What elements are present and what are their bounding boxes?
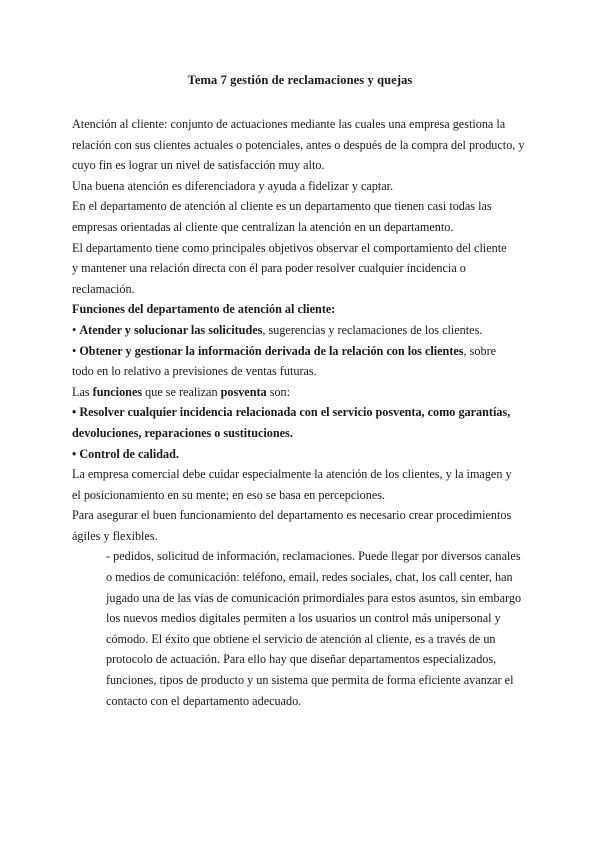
text: , sobre: [463, 343, 497, 358]
text-line: o medios de comunicación: teléfono, email, redes sociales, chat, los call center, han: [106, 570, 513, 585]
bold-text: funciones: [92, 384, 143, 399]
bold-text: devoluciones, reparaciones o sustituciones.: [72, 425, 293, 440]
postventa-intro: [72, 382, 534, 403]
document-body: [72, 114, 534, 711]
paragraph-procedimientos: [72, 505, 534, 546]
text-line: Atención al cliente: conjunto de actuaciones mediante las cuales una empresa gestiona la: [72, 117, 506, 131]
text-line: los nuevos medios digitales permiten a los usuarios un control más unipersonal y: [106, 611, 501, 626]
text-line: En el departamento de atención al cliente es un departamento que tienen casi todas las: [72, 199, 492, 214]
text-line: La empresa comercial debe cuidar especialmente la atención de los clientes, y la imagen y: [72, 467, 512, 482]
postventa-item-2: [72, 444, 534, 465]
bold-text: Atender y solucionar las solicitudes: [79, 322, 263, 337]
bullet: •: [72, 322, 80, 337]
bold-text: • Resolver cualquier incidencia relacionada con el servicio posventa, como garantías,: [72, 405, 511, 420]
heading-text: Funciones del departamento de atención al cliente:: [72, 302, 336, 317]
bullet: •: [72, 343, 80, 358]
page-title: Tema 7 gestión de reclamaciones y quejas: [187, 73, 413, 87]
text-line: protocolo de actuación. Para ello hay que diseñar departamentos especializados,: [106, 652, 497, 667]
paragraph-departamento: [72, 196, 534, 237]
functions-heading: [72, 299, 534, 320]
text-line: cuyo fin es lograr un nivel de satisfacción muy alto.: [72, 158, 325, 173]
paragraph-objetivos: [72, 238, 534, 300]
postventa-item-1: [72, 402, 534, 443]
text-line: empresas orientadas al cliente que centralizan la atención en un departamento.: [72, 219, 454, 234]
paragraph-empresa-comercial: [72, 464, 534, 505]
text-line: cómodo. El éxito que obtiene el servicio de atención al cliente, es a través de un: [106, 631, 496, 646]
text-line: relación con sus clientes actuales o potenciales, antes o después de la compra del producto, y: [72, 137, 525, 152]
text-line: Para asegurar el buen funcionamiento del departamento es necesario crear procedimientos: [72, 508, 512, 523]
text-line: reclamación.: [72, 281, 135, 296]
text-line: y mantener una relación directa con él para poder resolver cualquier incidencia o: [72, 261, 466, 276]
function-item-1: [72, 320, 534, 341]
paragraph-buena-atencion: Una buena atención es diferenciadora y ayuda a fidelizar y captar.: [72, 178, 394, 193]
text-line: ágiles y flexibles.: [72, 528, 158, 543]
paragraph-canales: [72, 546, 534, 711]
text-line: - pedidos, solicitud de información, reclamaciones. Puede llegar por diversos canales: [106, 549, 521, 564]
text-line: el posicionamiento en su mente; en eso se basa en percepciones.: [72, 487, 386, 502]
function-item-2: [72, 341, 534, 382]
text: , sugerencias y reclamaciones de los clientes.: [262, 322, 483, 337]
text: Las: [72, 384, 93, 399]
text-line: jugado una de las vías de comunicación primordiales para estos asuntos, sin embargo: [106, 590, 522, 605]
text-line: contacto con el departamento adecuado.: [106, 693, 302, 708]
text-line: todo en lo relativo a previsiones de ventas futuras.: [72, 364, 317, 379]
text: que se realizan: [142, 384, 221, 399]
bold-text: posventa: [220, 384, 267, 399]
paragraph-atencion-cliente: [72, 114, 534, 176]
text-line: funciones, tipos de producto y un sistema que permita de forma eficiente avanzar el: [106, 673, 514, 688]
bold-text: • Control de calidad.: [72, 446, 179, 461]
text: son:: [266, 384, 291, 399]
bold-text: Obtener y gestionar la información derivada de la relación con los clientes: [79, 343, 464, 358]
text-line: El departamento tiene como principales objetivos observar el comportamiento del cliente: [72, 240, 507, 255]
